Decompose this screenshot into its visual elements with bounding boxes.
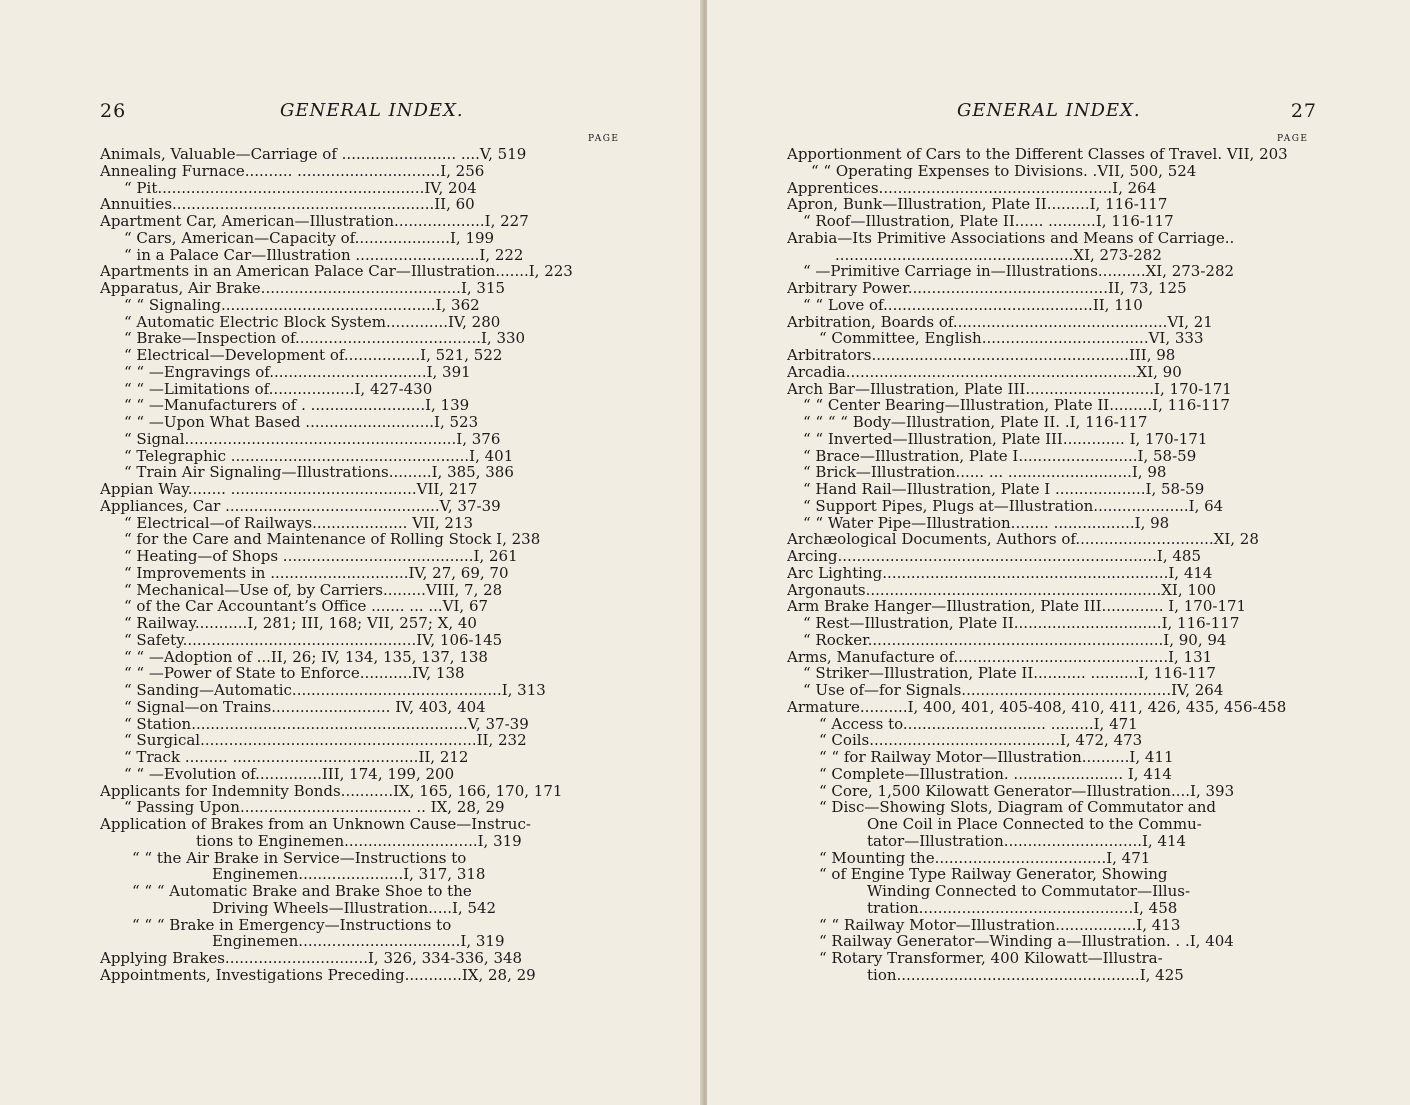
index-entry-text: Annealing Furnace.......... ..............................I, 256 <box>100 162 485 180</box>
index-entry-text: “ Station..........................................................V, 37-39 <box>124 715 529 733</box>
index-entry-text: “ Complete—Illustration. ....................... I, 414 <box>819 765 1172 783</box>
index-entry-text: “ Electrical—Development of................I, 521, 522 <box>124 347 503 364</box>
index-entry <box>100 598 625 615</box>
index-entry <box>787 531 1307 548</box>
index-entry <box>787 196 1307 213</box>
index-entry <box>100 766 625 783</box>
index-entry-text: “ “ for Railway Motor—Illustration..........I, 411 <box>819 749 1174 766</box>
index-entry <box>787 464 1307 481</box>
index-entry <box>787 850 1307 867</box>
index-entry-text: ..................................................XI, 273-282 <box>835 246 1162 264</box>
index-entry-text: “ Roof—Illustration, Plate II...... ..........I, 116-117 <box>803 213 1174 230</box>
index-entry-text: “ Train Air Signaling—Illustrations.........I, 385, 386 <box>124 464 514 481</box>
index-entry-text: Apprentices.................................................I, 264 <box>787 179 1157 197</box>
index-entry <box>787 364 1307 381</box>
index-entry <box>787 515 1307 532</box>
index-entry <box>787 565 1307 582</box>
index-entry <box>100 498 625 515</box>
index-entry <box>100 816 625 833</box>
index-entry <box>100 213 625 230</box>
index-entry <box>100 448 625 465</box>
index-entry-text: “ Striker—Illustration, Plate II........... ..........I, 116-117 <box>803 665 1216 682</box>
index-entry <box>787 582 1307 599</box>
index-entry-text: “ “ the Air Brake in Service—Instructions to <box>132 849 467 867</box>
index-entry <box>100 364 625 381</box>
index-entry <box>100 883 625 900</box>
index-entry-text: “ “ —Power of State to Enforce...........IV, 138 <box>124 665 465 682</box>
index-entry <box>100 381 625 398</box>
index-entry-text: “ “ —Manufacturers of . ........................I, 139 <box>124 397 470 414</box>
index-entry <box>100 330 625 347</box>
index-entry-text: “ “ Water Pipe—Illustration........ .................I, 98 <box>803 514 1170 532</box>
index-entry-text: “ of Engine Type Railway Generator, Showing <box>819 866 1168 883</box>
index-entry <box>100 799 625 816</box>
index-entry <box>787 682 1307 699</box>
index-entry <box>100 531 625 548</box>
index-entry <box>100 917 625 934</box>
index-entry <box>787 699 1307 716</box>
index-entry <box>787 146 1307 163</box>
index-entry-text: “ Coils........................................I, 472, 473 <box>819 732 1143 749</box>
index-entry-text: “ “ Center Bearing—Illustration, Plate II.........I, 116-117 <box>803 397 1230 414</box>
index-entry <box>787 632 1307 649</box>
index-entry-text: Enginemen..................................I, 319 <box>212 933 505 950</box>
index-entry <box>787 263 1307 280</box>
right-page <box>707 0 1410 1105</box>
index-entry-text: “ Rotary Transformer, 400 Kilowatt—Illustra- <box>819 950 1163 967</box>
index-entry-text: “ “ —Upon What Based ...........................I, 523 <box>124 414 479 431</box>
index-entry <box>787 716 1307 733</box>
index-entry <box>100 933 625 950</box>
index-entry <box>100 347 625 364</box>
index-entry <box>100 431 625 448</box>
index-entry-text: Apartments in an American Palace Car—Illustration.......I, 223 <box>100 263 573 280</box>
index-entry-text: “ Cars, American—Capacity of....................I, 199 <box>124 229 495 247</box>
index-entry <box>100 297 625 314</box>
index-entry-text: “ Access to.............................. .........I, 471 <box>819 715 1138 733</box>
index-entry-text: “ Surgical..........................................................II, 232 <box>124 732 527 749</box>
index-entry-text: Appliances, Car .............................................V, 37-39 <box>100 497 501 515</box>
page-number: 26 <box>100 100 127 122</box>
index-entry <box>787 883 1307 900</box>
index-entry <box>100 414 625 431</box>
index-entry <box>100 565 625 582</box>
index-entry <box>787 766 1307 783</box>
index-entry <box>100 682 625 699</box>
index-entry-text: Applicants for Indemnity Bonds...........IX, 165, 166, 170, 171 <box>100 782 563 800</box>
index-entry <box>100 464 625 481</box>
left-page <box>0 0 703 1105</box>
index-entry <box>100 850 625 867</box>
index-entry <box>787 799 1307 816</box>
index-entry-text: Driving Wheels—Illustration.....I, 542 <box>212 899 497 917</box>
page-number: 27 <box>1290 100 1317 122</box>
index-entry <box>787 330 1307 347</box>
index-entry-text: Apparatus, Air Brake..........................................I, 315 <box>100 280 506 297</box>
index-entry <box>100 665 625 682</box>
index-entry-text: “ “ —Engravings of.................................I, 391 <box>124 363 471 381</box>
index-entry <box>787 280 1307 297</box>
page-column-label: PAGE <box>588 134 620 144</box>
index-entry <box>787 180 1307 197</box>
index-entry <box>100 749 625 766</box>
index-entry-text: “ Support Pipes, Plugs at—Illustration....................I, 64 <box>803 497 1224 515</box>
index-entry <box>787 665 1307 682</box>
index-entry-text: tions to Enginemen............................I, 319 <box>196 832 522 850</box>
index-entry <box>100 146 625 163</box>
index-entry <box>787 498 1307 515</box>
index-entry-text: “ “ Love of............................................II, 110 <box>803 296 1143 314</box>
index-entry-text: “ Mounting the....................................I, 471 <box>819 849 1151 867</box>
index-entry <box>787 950 1307 967</box>
index-entry-text: Arms, Manufacture of.............................................I, 131 <box>787 648 1213 666</box>
index-entry-text: Archæological Documents, Authors of.............................XI, 28 <box>787 531 1259 548</box>
index-entry-text: “ “ —Limitations of..................I, 427-430 <box>124 380 433 398</box>
index-entries <box>100 146 625 984</box>
index-entry-text: “ for the Care and Maintenance of Rolling Stock I, 238 <box>124 531 541 548</box>
index-entry <box>100 314 625 331</box>
index-entry-text: tator—Illustration.............................I, 414 <box>867 832 1187 850</box>
index-entry-text: “ Railway...........I, 281; III, 168; VII, 257; X, 40 <box>124 615 477 632</box>
index-entry-text: Arcing...................................................................I, 485 <box>787 548 1202 565</box>
running-head-title: GENERAL INDEX. <box>957 100 1141 121</box>
index-entry <box>787 933 1307 950</box>
index-entry-text: “ Signal—on Trains......................... IV, 403, 404 <box>124 698 486 716</box>
index-entry-text: “ Brick—Illustration...... ... ..........................I, 98 <box>803 464 1167 481</box>
index-entry-text: tion...................................................I, 425 <box>867 966 1184 984</box>
index-entry <box>787 163 1307 180</box>
index-entry <box>100 699 625 716</box>
index-entry-text: “ “ “ “ Body—Illustration, Plate II. .I, 116-117 <box>803 414 1148 431</box>
index-entry <box>100 230 625 247</box>
index-entry-text: Armature..........I, 400, 401, 405-408, 410, 411, 426, 435, 456-458 <box>787 698 1287 716</box>
index-entry-text: “ Brace—Illustration, Plate I.........................I, 58-59 <box>803 447 1197 465</box>
index-entry <box>787 917 1307 934</box>
index-entry-text: “ Pit........................................................IV, 204 <box>124 179 477 197</box>
running-head-title: GENERAL INDEX. <box>280 100 464 121</box>
index-entry <box>100 833 625 850</box>
index-entry-text: “ Safety.................................................IV, 106-145 <box>124 631 503 649</box>
index-entry-text: Annuities.......................................................II, 60 <box>100 196 475 213</box>
index-entry <box>100 180 625 197</box>
index-entry <box>787 431 1307 448</box>
index-entry <box>100 163 625 180</box>
index-entry <box>787 749 1307 766</box>
index-entry <box>787 816 1307 833</box>
index-entry-text: “ of the Car Accountant’s Office ....... ... ...VI, 67 <box>124 598 489 615</box>
index-entry-text: Enginemen......................I, 317, 318 <box>212 866 486 883</box>
index-entry-text: Arabia—Its Primitive Associations and Means of Carriage.. <box>787 229 1235 247</box>
index-entry <box>787 481 1307 498</box>
index-entry <box>787 414 1307 431</box>
index-entry-text: “ Electrical—of Railways.................... VII, 213 <box>124 514 474 532</box>
index-entry-text: Arc Lighting............................................................I, 414 <box>787 564 1213 582</box>
index-entry-text: Apartment Car, American—Illustration...................I, 227 <box>100 213 529 230</box>
index-entry <box>787 967 1307 984</box>
index-entry <box>100 515 625 532</box>
index-entry-text: “ —Primitive Carriage in—Illustrations..........XI, 273-282 <box>803 263 1235 280</box>
index-entry-text: “ Sanding—Automatic............................................I, 313 <box>124 682 546 699</box>
index-entry <box>787 397 1307 414</box>
index-entry-text: “ Core, 1,500 Kilowatt Generator—Illustration....I, 393 <box>819 782 1235 800</box>
index-entry-text: Animals, Valuable—Carriage of ........................ ....V, 519 <box>100 146 527 163</box>
index-entry-text: “ Disc—Showing Slots, Diagram of Commutator and <box>819 799 1216 816</box>
index-entry <box>100 967 625 984</box>
index-entry <box>787 548 1307 565</box>
index-entry-text: Apron, Bunk—Illustration, Plate II.........I, 116-117 <box>787 196 1168 213</box>
index-entry <box>100 732 625 749</box>
index-entry-text: Arcadia.............................................................XI, 90 <box>787 363 1182 381</box>
index-entry <box>787 866 1307 883</box>
index-entry <box>787 833 1307 850</box>
index-entry <box>787 381 1307 398</box>
index-entry-text: Arch Bar—Illustration, Plate III...........................I, 170-171 <box>787 380 1232 398</box>
index-entry <box>100 783 625 800</box>
index-entry <box>787 247 1307 264</box>
index-entry-text: “ Mechanical—Use of, by Carriers.........VIII, 7, 28 <box>124 581 503 599</box>
index-entry <box>100 950 625 967</box>
index-entry <box>787 347 1307 364</box>
index-entry-text: Arbitrary Power..........................................II, 73, 125 <box>787 280 1187 297</box>
index-entry-text: “ Heating—of Shops ........................................I, 261 <box>124 548 518 565</box>
index-entry-text: “ Committee, English...................................VI, 333 <box>819 330 1204 347</box>
index-entry-text: “ Use of—for Signals............................................IV, 264 <box>803 682 1224 699</box>
index-entry <box>787 732 1307 749</box>
index-entry <box>787 783 1307 800</box>
index-entry <box>100 866 625 883</box>
index-entries <box>787 146 1307 984</box>
index-entry-text: “ Signal.........................................................I, 376 <box>124 430 501 448</box>
index-entry-text: “ “ —Evolution of..............III, 174, 199, 200 <box>124 765 455 783</box>
index-entry <box>100 397 625 414</box>
index-entry <box>100 632 625 649</box>
index-entry-text: “ “ —Adoption of ...II, 26; IV, 134, 135, 137, 138 <box>124 648 488 666</box>
index-entry-text: One Coil in Place Connected to the Commu- <box>867 816 1202 833</box>
index-entry-text: “ in a Palace Car—Illustration ..........................I, 222 <box>124 246 524 264</box>
index-entry <box>787 314 1307 331</box>
index-entry-text: Appian Way........ .......................................VII, 217 <box>100 481 478 498</box>
index-entry <box>787 297 1307 314</box>
index-entry <box>100 649 625 666</box>
index-entry-text: “ “ “ Brake in Emergency—Instructions to <box>132 916 452 934</box>
index-entry <box>100 481 625 498</box>
index-entry <box>100 280 625 297</box>
index-entry-text: “ “ “ Automatic Brake and Brake Shoe to the <box>132 883 472 900</box>
index-entry-text: Winding Connected to Commutator—Illus- <box>867 883 1191 900</box>
index-entry <box>100 900 625 917</box>
index-entry-text: “ Railway Generator—Winding a—Illustration. . .I, 404 <box>819 933 1234 950</box>
index-entry-text: Arbitration, Boards of.............................................VI, 21 <box>787 313 1213 331</box>
index-entry <box>787 900 1307 917</box>
index-entry <box>100 263 625 280</box>
index-entry-text: “ Rocker..............................................................I, 90, 94 <box>803 631 1227 649</box>
page-column-label: PAGE <box>1277 134 1309 144</box>
index-entry <box>787 649 1307 666</box>
index-entry-text: “ Brake—Inspection of.......................................I, 330 <box>124 330 526 347</box>
index-entry-text: Argonauts..............................................................XI, 100 <box>787 581 1217 599</box>
index-entry <box>787 230 1307 247</box>
index-entry <box>787 448 1307 465</box>
index-entry <box>100 582 625 599</box>
index-entry <box>100 615 625 632</box>
index-entry-text: Arm Brake Hanger—Illustration, Plate III............. I, 170-171 <box>787 598 1247 615</box>
index-entry-text: “ Track ......... .......................................II, 212 <box>124 749 469 766</box>
index-entry <box>787 615 1307 632</box>
index-entry-text: “ Telegraphic ..................................................I, 401 <box>124 447 514 465</box>
index-entry-text: “ “ Railway Motor—Illustration.................I, 413 <box>819 916 1181 934</box>
index-entry <box>100 247 625 264</box>
index-entry <box>100 548 625 565</box>
index-entry-text: “ Automatic Electric Block System.............IV, 280 <box>124 313 501 331</box>
index-entry <box>100 716 625 733</box>
index-entry-text: Arbitrators......................................................III, 98 <box>787 347 1176 364</box>
index-entry <box>100 196 625 213</box>
index-entry-text: tration.............................................I, 458 <box>867 899 1178 917</box>
index-entry-text: “ Hand Rail—Illustration, Plate I ...................I, 58-59 <box>803 481 1205 498</box>
index-entry-text: “ “ Signaling.............................................I, 362 <box>124 296 480 314</box>
index-entry <box>787 598 1307 615</box>
index-entry <box>787 213 1307 230</box>
index-entry-text: Appointments, Investigations Preceding............IX, 28, 29 <box>100 966 536 984</box>
index-entry-text: “ Rest—Illustration, Plate II...............................I, 116-117 <box>803 615 1240 632</box>
index-entry-text: “ Improvements in .............................IV, 27, 69, 70 <box>124 564 509 582</box>
index-entry-text: “ Passing Upon.................................... .. IX, 28, 29 <box>124 799 505 816</box>
index-entry-text: “ “ Operating Expenses to Divisions. .VII, 500, 524 <box>811 162 1197 180</box>
index-entry-text: “ “ Inverted—Illustration, Plate III............. I, 170-171 <box>803 430 1208 448</box>
index-entry-text: Applying Brakes..............................I, 326, 334-336, 348 <box>100 950 523 967</box>
index-entry-text: Apportionment of Cars to the Different Classes of Travel. VII, 203 <box>787 146 1288 163</box>
index-entry-text: Application of Brakes from an Unknown Cause—Instruc- <box>100 816 531 833</box>
